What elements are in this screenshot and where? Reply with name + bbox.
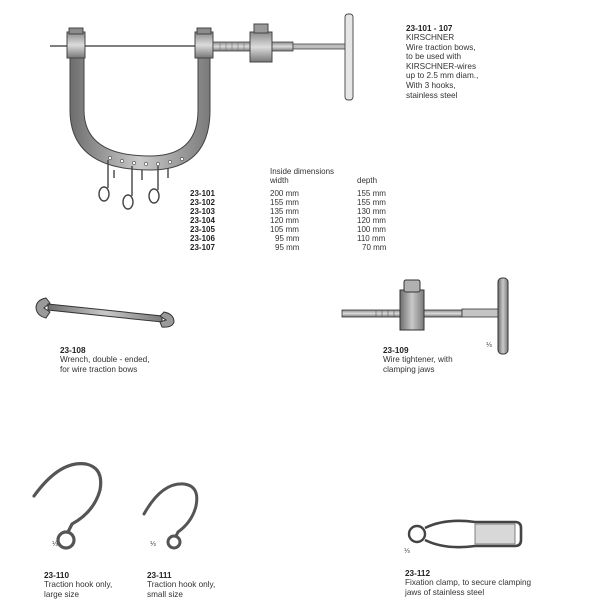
table-row-code: 23-106 (190, 234, 215, 243)
product-code: 23-110 (44, 571, 70, 580)
kirschner-description (406, 24, 478, 100)
fixation-clamp-description (405, 569, 531, 597)
traction-hook-large-illustration (30, 456, 110, 556)
description-line: clamping jaws (383, 364, 435, 374)
product-code: 23-111 (147, 571, 172, 580)
description-line: stainless steel (406, 90, 458, 100)
table-row-width: 155 mm (270, 198, 299, 207)
traction-hook-small-description (147, 571, 215, 599)
table-row-depth: 100 mm (357, 225, 386, 234)
table-row-code: 23-104 (190, 216, 215, 225)
traction-hook-large-description (44, 571, 112, 599)
table-row-depth: 130 mm (357, 207, 386, 216)
table-row-code: 23-101 (190, 189, 215, 198)
table-row-code: 23-103 (190, 207, 215, 216)
description-line: Wire tightener, with (383, 355, 453, 364)
description-line: up to 2.5 mm diam., (406, 71, 479, 81)
description-line: small size (147, 589, 183, 599)
description-line: jaws of stainless steel (405, 587, 485, 597)
product-code: 23-112 (405, 569, 431, 578)
product-code: 23-101 - 107 (406, 24, 453, 33)
table-row-width: 95 mm (275, 234, 300, 243)
description-line: Traction hook only, (147, 580, 216, 589)
table-row-code: 23-105 (190, 225, 215, 234)
product-code: 23-109 (383, 346, 409, 355)
description-line: KIRSCHNER-wires (406, 61, 477, 71)
wire-tightener-description (383, 346, 453, 374)
scale-label: ⅓ (404, 548, 410, 555)
table-row-width: 120 mm (270, 216, 299, 225)
table-row-depth: 120 mm (357, 216, 386, 225)
scale-label: ⅓ (52, 541, 58, 548)
table-row-width: 135 mm (270, 207, 299, 216)
product-code: 23-108 (60, 346, 86, 355)
product-name: KIRSCHNER (406, 33, 455, 42)
description-line: large size (44, 589, 80, 599)
column-header-width: width (270, 176, 289, 185)
table-row-depth: 110 mm (357, 234, 386, 243)
description-line: for wire traction bows (60, 364, 138, 374)
description-line: With 3 hooks, (406, 80, 456, 90)
wrench-illustration (34, 292, 176, 328)
description-line: Wire traction bows, (406, 42, 476, 52)
scale-label: ⅓ (486, 342, 492, 349)
fixation-clamp-illustration (405, 514, 525, 554)
scale-label: ⅓ (150, 541, 156, 548)
table-row-depth: 155 mm (357, 198, 386, 207)
table-row-code: 23-102 (190, 198, 215, 207)
table-row-depth: 155 mm (357, 189, 386, 198)
column-header-depth: depth (357, 176, 378, 185)
table-heading: Inside dimensions (270, 167, 335, 176)
table-row-depth: 70 mm (362, 243, 387, 252)
description-line: Fixation clamp, to secure clamping (405, 578, 532, 587)
description-line: to be used with (406, 52, 462, 62)
table-row-code: 23-107 (190, 243, 215, 252)
table-row-width: 105 mm (270, 225, 299, 234)
wrench-description (60, 346, 150, 374)
table-row-width: 95 mm (275, 243, 300, 252)
dimensions-table (190, 167, 410, 253)
table-row-width: 200 mm (270, 189, 299, 198)
description-line: Traction hook only, (44, 580, 113, 589)
description-line: Wrench, double - ended, (60, 355, 150, 364)
